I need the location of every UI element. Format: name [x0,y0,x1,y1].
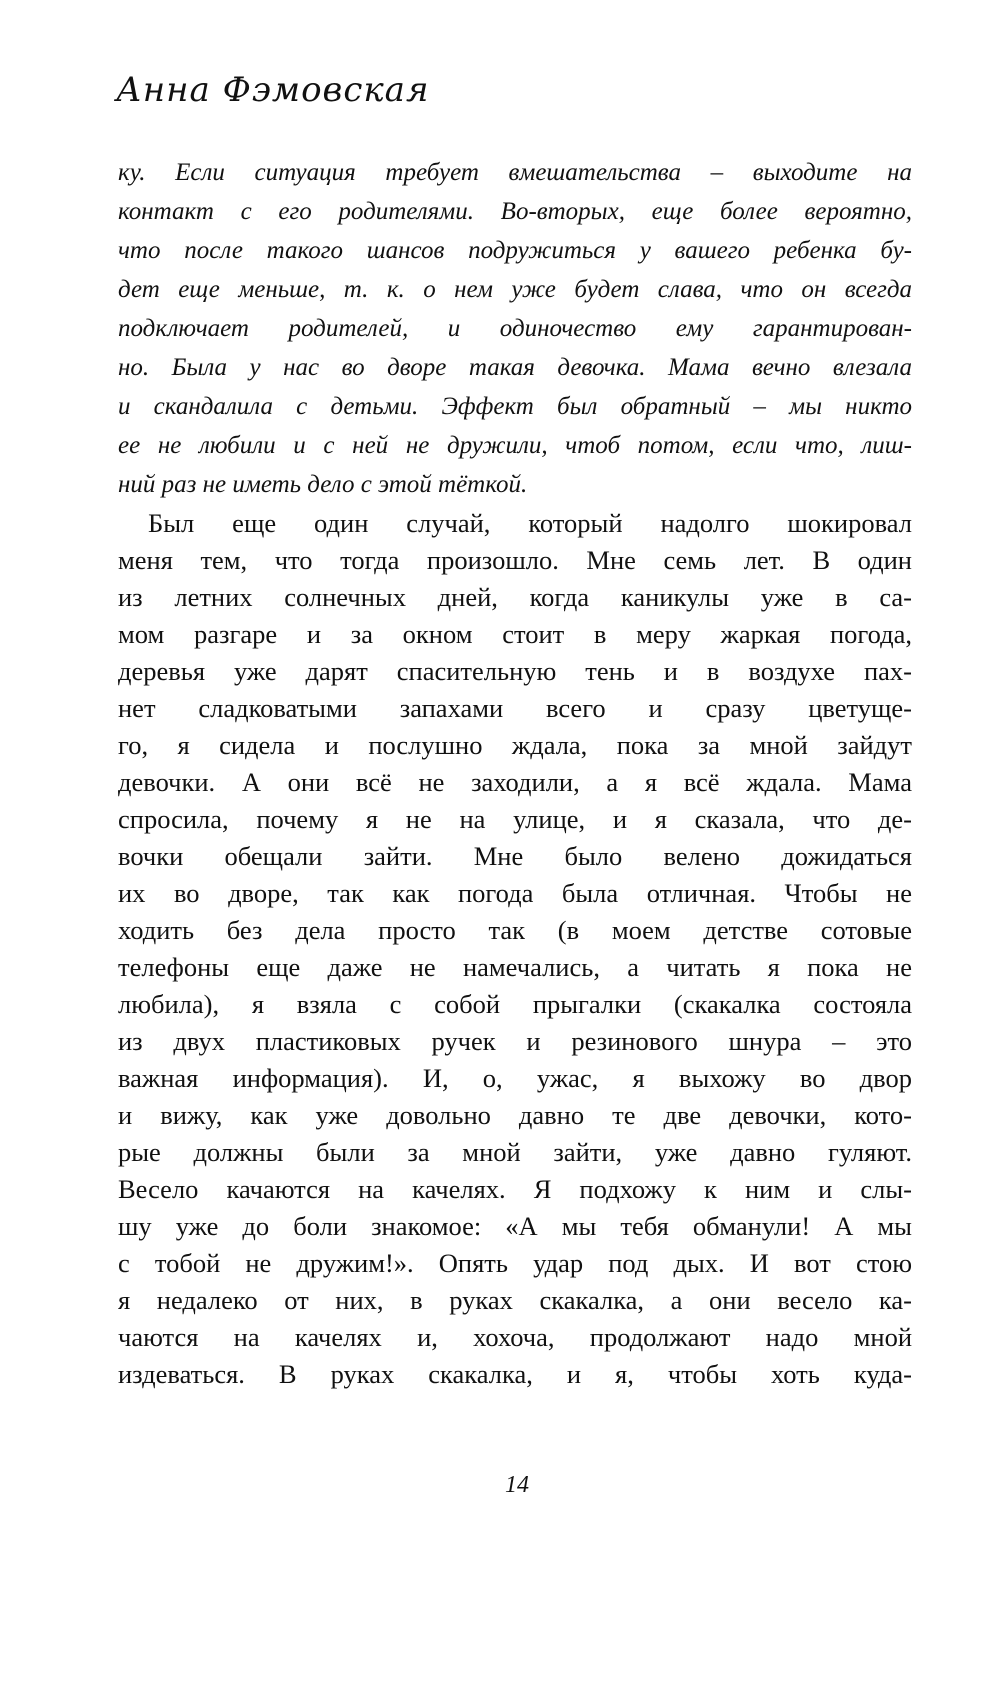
text-line: го, я сидела и послушно ждала, пока за мной зайдут [118,730,912,760]
text-line: Был еще один случай, который надолго шокировал [148,508,912,538]
text-line: контакт с его родителями. Во-вторых, еще более вероятно, [118,198,912,225]
text-line: дет еще меньше, т. к. о нем уже будет слава, что он всегда [118,276,912,303]
text-line: вочки обещали зайти. Мне было велено дожидаться [118,841,912,871]
text-line: девочки. А они всё не заходили, а я всё ждала. Мама [118,767,912,797]
text-line: Весело качаются на качелях. Я подхожу к ним и слы- [118,1174,912,1204]
text-line: важная информация). И, о, ужас, я выхожу во двор [118,1063,912,1093]
text-line: с тобой не дружим!». Опять удар под дых. И вот стою [118,1248,912,1278]
text-line: ний раз не иметь дело с этой тёткой. [118,471,528,498]
italic-quote-paragraph [118,153,912,504]
text-line: издеваться. В руках скакалка, и я, чтобы хоть куда- [118,1359,912,1389]
text-line: я недалеко от них, в руках скакалка, а они весело ка- [118,1285,912,1315]
text-line: ее не любили и с ней не дружили, чтоб потом, если что, лиш- [118,432,912,459]
text-line: деревья уже дарят спасительную тень и в воздухе пах- [118,656,912,686]
text-line: чаются на качелях и, хохоча, продолжают надо мной [118,1322,912,1352]
text-line: и вижу, как уже довольно давно те две девочки, кото- [118,1100,912,1130]
text-line: телефоны еще даже не намечались, а читать я пока не [118,952,912,982]
text-line: ходить без дела просто так (в моем детстве сотовые [118,915,912,945]
text-line: рые должны были за мной зайти, уже давно гуляют. [118,1137,912,1167]
text-line: меня тем, что тогда произошло. Мне семь лет. В один [118,545,912,575]
body-paragraph [118,505,912,1393]
text-line: спросила, почему я не на улице, и я сказала, что де- [118,804,912,834]
text-line: из двух пластиковых ручек и резинового шнура – это [118,1026,912,1056]
text-line: и скандалила с детьми. Эффект был обратный – мы никто [118,393,912,420]
text-line: подключает родителей, и одиночество ему гарантирован- [118,315,912,342]
running-header: Анна Фэмовская [116,70,430,110]
text-line: из летних солнечных дней, когда каникулы уже в са- [118,582,912,612]
text-line: что после такого шансов подружиться у вашего ребенка бу- [118,237,912,264]
text-line: но. Была у нас во дворе такая девочка. Мама вечно влезала [118,354,912,381]
text-line: нет сладковатыми запахами всего и сразу цветуще- [118,693,912,723]
page-number: 14 [505,1472,529,1498]
text-line: шу уже до боли знакомое: «А мы тебя обманули! А мы [118,1211,912,1241]
text-line: их во дворе, так как погода была отличная. Чтобы не [118,878,912,908]
text-line: любила), я взяла с собой прыгалки (скакалка состояла [118,989,912,1019]
text-line: ку. Если ситуация требует вмешательства – выходите на [118,159,912,186]
text-line: мом разгаре и за окном стоит в меру жаркая погода, [118,619,912,649]
